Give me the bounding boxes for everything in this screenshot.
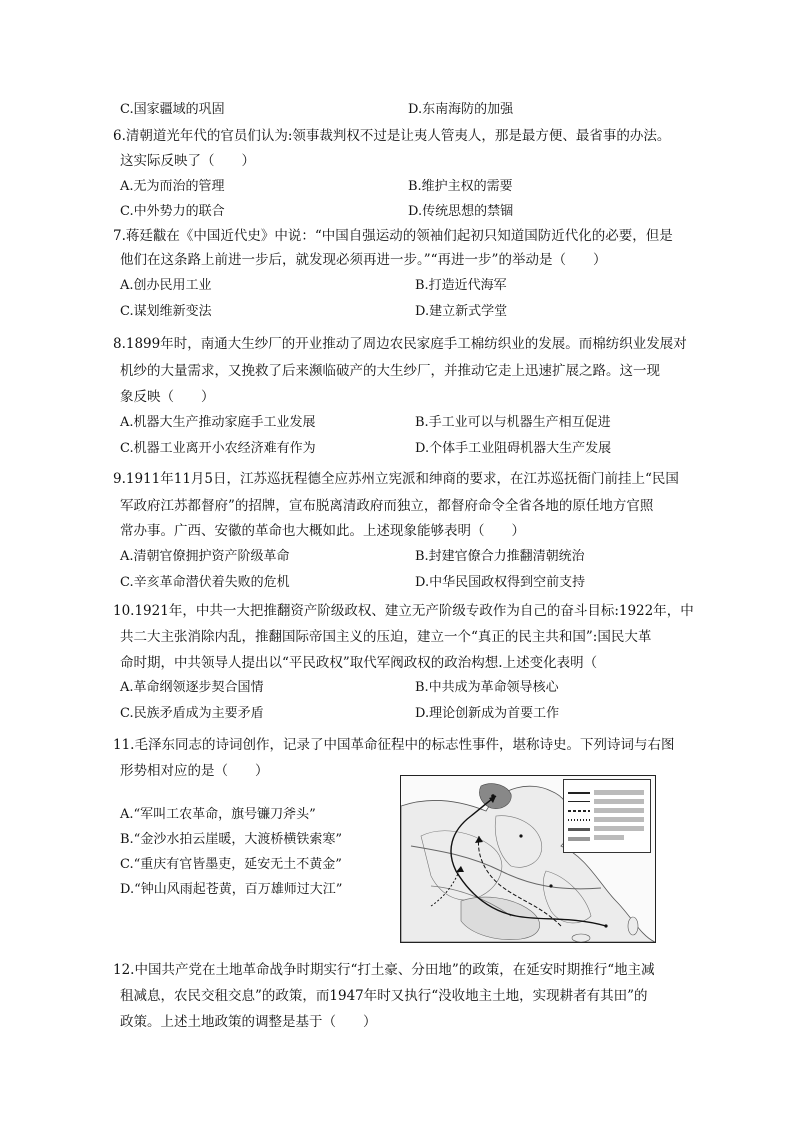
q9-stem-line-3: 常办事。广西、安徽的革命也大概如此。上述现象能够表明（ ） — [120, 523, 525, 539]
map-legend — [563, 779, 651, 853]
q11-option-b: B.“金沙水拍云崖暖，大渡桥横铁索寒” — [120, 832, 342, 847]
q7-stem-line-2: 他们在这条路上前进一步后，就发现必须再进一步。”“再进一步”的举动是（ ） — [120, 252, 607, 268]
island — [572, 934, 590, 942]
q8-option-b: B.手工业可以与机器生产相互促进 — [415, 415, 611, 430]
q9-option-d: D.中华民国政权得到空前支持 — [415, 575, 586, 590]
q10-option-d: D.理论创新成为首要工作 — [415, 706, 560, 721]
q12-stem-line-2: 租减息，农民交租交息”的政策，而1947年时又执行“没收地主土地，实现耕者有其田”的 — [120, 988, 648, 1004]
q10-option-b: B.中共成为革命领导核心 — [415, 680, 559, 695]
q11-option-d: D.“钟山风雨起苍黄，百万雄师过大江” — [120, 882, 343, 897]
q11-stem-line-2: 形势相对应的是（ ） — [120, 763, 269, 779]
q9-stem-line-1: 9.1911年11月5日，江苏巡抚程德全应苏州立宪派和绅商的要求，在江苏巡抚衙门前挂上“民国 — [113, 471, 679, 487]
q9-option-c: C.辛亥革命潜伏着失败的危机 — [120, 575, 290, 590]
city-dot — [604, 924, 607, 927]
q6-stem-line-1: 6.清朝道光年代的官员们认为:领事裁判权不过是让夷人管夷人，那是最方便、最省事的办法。 — [113, 128, 671, 144]
q6-option-b: B.维护主权的需要 — [408, 179, 513, 194]
q6-stem-line-2: 这实际反映了（ ） — [120, 153, 255, 169]
q10-option-a: A.革命纲领逐步契合国情 — [120, 680, 264, 695]
legend-row — [568, 835, 646, 841]
q11-option-a: A.“军叫工农革命，旗号镰刀斧头” — [120, 807, 316, 822]
q6-option-c: C.中外势力的联合 — [120, 204, 225, 219]
q11-option-c: C.“重庆有官皆墨吏，延安无土不黄金” — [120, 857, 342, 872]
q10-stem-line-1: 10.1921年，中共一大把推翻资产阶级政权、建立无产阶级专政作为自己的奋斗目标:1922年，中 — [113, 603, 694, 619]
q10-option-c: C.民族矛盾成为主要矛盾 — [120, 706, 264, 721]
q7-option-a: A.创办民用工业 — [120, 278, 212, 293]
q10-stem-line-2: 共二大主张消除内乱，推翻国际帝国主义的压迫，建立一个“真正的民主共和国”:国民大革 — [120, 629, 652, 645]
q8-option-d: D.个体手工业阻碍机器大生产发展 — [415, 441, 612, 456]
island — [628, 917, 638, 935]
q7-option-d: D.建立新式学堂 — [415, 304, 508, 319]
q7-option-b: B.打造近代海军 — [415, 278, 507, 293]
q8-stem-line-3: 象反映（ ） — [120, 389, 215, 405]
q8-option-a: A.机器大生产推动家庭手工业发展 — [120, 415, 316, 430]
q8-stem-line-1: 8.1899年时，南通大生纱厂的开业推动了周边农民家庭手工棉纺织业的发展。而棉纺织业发展对 — [113, 336, 687, 352]
q7-option-c: C.谋划维新变法 — [120, 304, 212, 319]
q6-option-a: A.无为而治的管理 — [120, 179, 225, 194]
legend-row — [568, 808, 646, 814]
q10-stem-line-3: 命时期，中共领导人提出以“平民政权”取代军阀政权的政治构想.上述变化表明（ — [120, 655, 598, 671]
legend-row — [568, 799, 646, 805]
q9-option-b: B.封建官僚合力推翻清朝统治 — [415, 549, 585, 564]
q11-stem-line-1: 11.毛泽东同志的诗词创作，记录了中国革命征程中的标志性事件，堪称诗史。下列诗词与右图 — [113, 737, 675, 753]
q12-stem-line-3: 政策。上述土地政策的调整是基于（ ） — [120, 1014, 377, 1030]
q9-option-a: A.清朝官僚拥护资产阶级革命 — [120, 549, 290, 564]
q8-stem-line-2: 机纱的大量需求，又挽救了后来濒临破产的大生纱厂，并推动它走上迅速扩展之路。这一现 — [120, 363, 660, 379]
q11-route-map — [400, 775, 656, 943]
city-dot — [549, 884, 552, 887]
city-dot — [491, 794, 495, 798]
q9-stem-line-2: 军政府江苏都督府”的招牌，宣布脱离清政府而独立，都督府命令全省各地的原任地方官照 — [120, 498, 654, 514]
q8-option-c: C.机器工业离开小农经济难有作为 — [120, 441, 316, 456]
q12-stem-line-1: 12.中国共产党在土地革命战争时期实行“打土豪、分田地”的政策，在延安时期推行“地主减 — [113, 962, 655, 978]
legend-row — [568, 826, 646, 832]
q6-option-d: D.传统思想的禁锢 — [408, 204, 514, 219]
q5-option-d: D.东南海防的加强 — [408, 102, 514, 117]
city-dot — [519, 834, 522, 837]
legend-row — [568, 790, 646, 796]
q7-stem-line-1: 7.蒋廷黻在《中国近代史》中说：“中国自强运动的领袖们起初只知道国防近代化的必要，但是 — [113, 228, 673, 244]
q5-option-c: C.国家疆域的巩固 — [120, 102, 225, 117]
legend-row — [568, 817, 646, 823]
